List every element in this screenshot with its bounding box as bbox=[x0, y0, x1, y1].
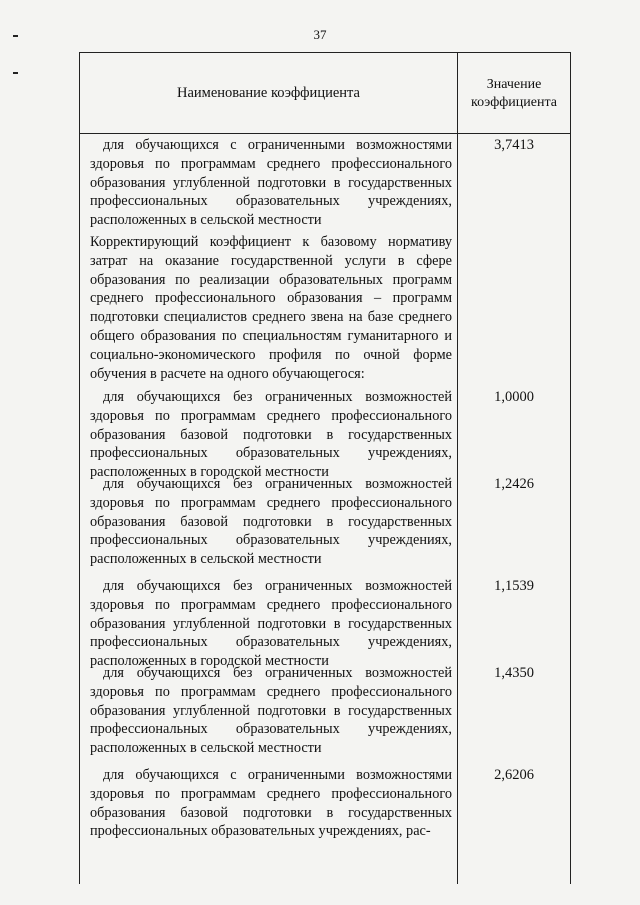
row-description: для обучающихся без ограниченных возможностей здоровья по программам среднего профессионального образования базовой подготовки в государственных профессиональных образовательных учреждениях, расположенных в городской местности bbox=[90, 389, 452, 481]
table-body bbox=[79, 134, 571, 884]
row-coefficient-value: 1,0000 bbox=[494, 389, 534, 405]
column-header-value-line2: коэффициента bbox=[471, 95, 557, 110]
row-description: для обучающихся без ограниченных возможностей здоровья по программам среднего профессионального образования углубленной подготовки в государственных профессиональных образовательных учреждениях, расположенных в сельской местности bbox=[90, 665, 452, 757]
row-coefficient-value: 1,2426 bbox=[494, 476, 534, 492]
row-coefficient-value: 1,1539 bbox=[494, 578, 534, 594]
column-header-name: Наименование коэффициента bbox=[177, 84, 360, 101]
column-header-value bbox=[458, 53, 570, 133]
scan-mark-bottom bbox=[13, 72, 18, 74]
row-description: для обучающихся с ограниченными возможностями здоровья по программам среднего профессионального образования базовой подготовки в государственных профессиональных образовательных учреждениях, рас- bbox=[90, 767, 452, 840]
column-header-value-line1: Значение bbox=[486, 77, 542, 92]
page-number: 37 bbox=[313, 27, 327, 42]
row-coefficient-value: 1,4350 bbox=[494, 665, 534, 681]
table-header bbox=[79, 52, 571, 134]
row-coefficient-value: 3,7413 bbox=[494, 137, 534, 153]
row-description: для обучающихся с ограниченными возможностями здоровья по программам среднего профессионального образования углубленной подготовки в государственных профессиональных образовательных учреждениях, расположенных в сельской местности bbox=[90, 137, 452, 229]
row-description: для обучающихся без ограниченных возможностей здоровья по программам среднего профессионального образования базовой подготовки в государственных профессиональных образовательных учреждениях, расположенных в сельской местности bbox=[90, 476, 452, 568]
row-section-heading: Корректирующий коэффициент к базовому нормативу затрат на оказание государственной услуги в сфере образования по реализации образовательных программ среднего профессионального образования – программ подготовки специалистов среднего звена на базе среднего общего образования по специальностям гуманитарного и социально-экономического профиля по очной форме обучения в расчете на одного обучающегося: bbox=[90, 234, 452, 382]
row-coefficient-value: 2,6206 bbox=[494, 767, 534, 783]
row-description: для обучающихся без ограниченных возможностей здоровья по программам среднего профессионального образования углубленной подготовки в государственных профессиональных образовательных учреждениях, расположенных в городской местности bbox=[90, 578, 452, 670]
coefficient-table bbox=[79, 52, 571, 884]
